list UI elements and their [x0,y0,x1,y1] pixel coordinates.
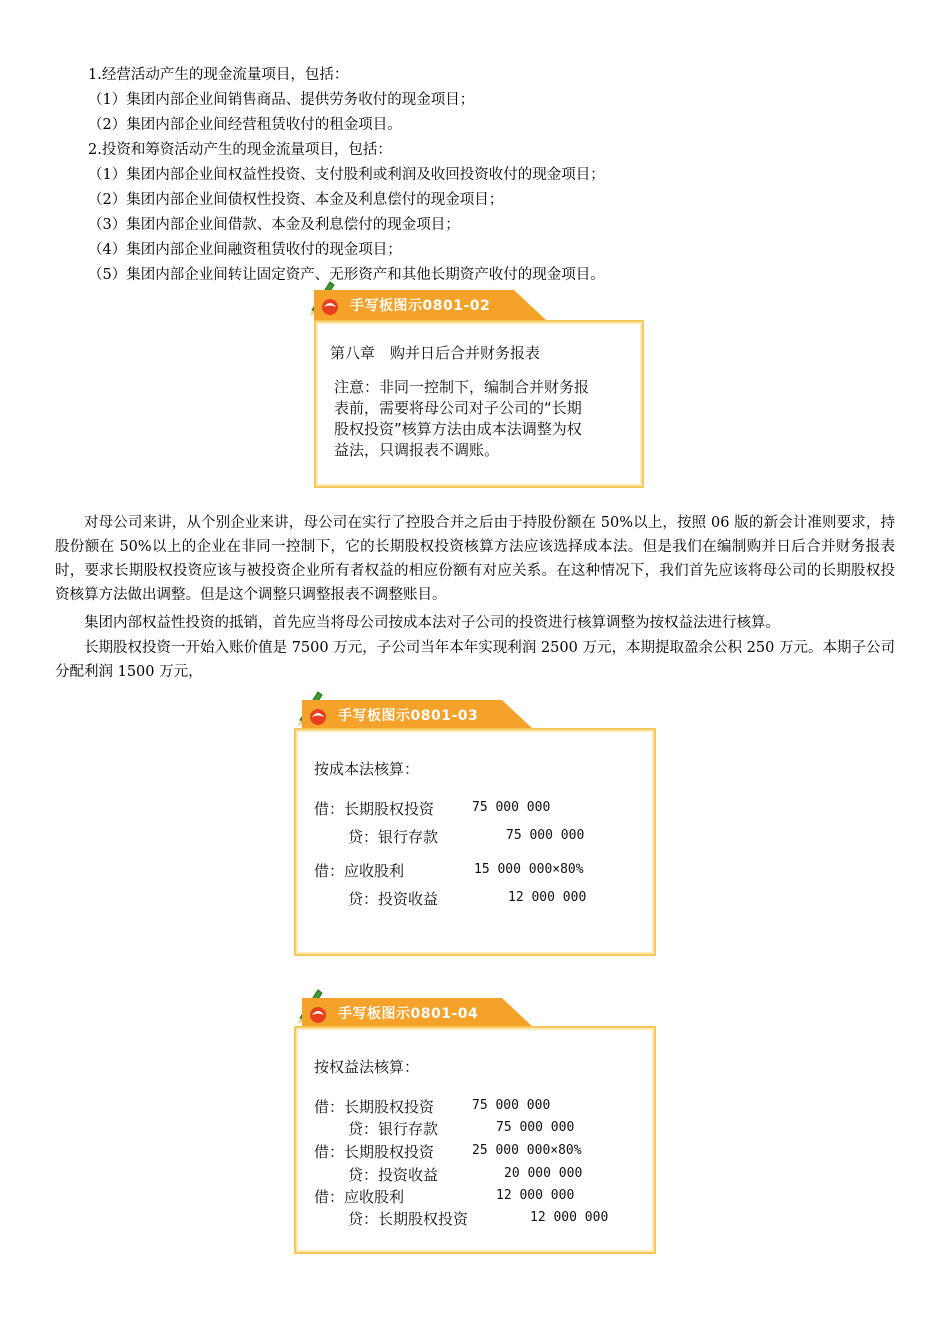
entry-label: 借：应收股利 [314,862,405,880]
entry-amount: 12 000 000 [530,1210,609,1225]
list-line-1: 1.经营活动产生的现金流量项目，包括： [88,67,349,83]
tab-title: 手写板图示0801-03 [338,708,479,724]
list-line-8: （4）集团内部企业间融资租赁收付的现金项目； [88,242,402,258]
note-line-1: 注意：非同一控制下，编制合并财务报 [334,378,590,396]
entry-label: 借：长期股权投资 [314,1098,435,1116]
chapter-title: 第八章 购并日后合并财务报表 [330,344,541,362]
entry-label: 贷：银行存款 [348,1120,439,1138]
note-line-3: 股权投资”核算方法由成本法调整为权 [334,420,582,438]
board-panel [294,728,656,956]
method-title: 按权益法核算： [314,1058,420,1076]
paragraph-3: 长期股权投资一开始入账价值是 7500 万元，子公司当年本年实现利润 2500 万元，本期提取盈余公积 250 万元。本期子公司分配利润 1500 万元， [55,640,895,680]
entry-amount: 15 000 000×80% [474,862,584,877]
board-panel [294,1026,656,1254]
note-line-2: 表前，需要将母公司对子公司的“长期 [334,399,582,417]
entry-amount: 25 000 000×80% [472,1143,582,1158]
list-line-4: 2.投资和筹资活动产生的现金流量项目，包括： [88,142,392,158]
paragraph-1: 对母公司来讲，从个别企业来讲，母公司在实行了控股合并之后由于持股份额在 50%以上，按照 06 版的新会计准则要求，持股份额在 50%以上的企业在非同一控制下，它的长期股权投资核算方法应该选择成本法。但是我们在编制购并日后合并财务报表时，要求长期股权投资应该与被投资企业所有者权益的相应份额有对应关系。在这种情况下，我们首先应该将母公司的长期股权投资核算方法做出调整。但是这个调整只调整报表不调整账目。 [55,515,895,603]
entry-label: 贷：投资收益 [348,1166,439,1184]
entry-amount: 75 000 000 [496,1120,575,1135]
tab-title: 手写板图示0801-02 [350,298,491,314]
entry-label: 借：长期股权投资 [314,1143,435,1161]
method-title: 按成本法核算： [314,760,420,778]
entry-label: 贷：投资收益 [348,890,439,908]
entry-amount: 75 000 000 [506,828,585,843]
list-line-9: （5）集团内部企业间转让固定资产、无形资产和其他长期资产收付的现金项目。 [88,267,605,283]
list-line-6: （2）集团内部企业间债权性投资、本金及利息偿付的现金项目； [88,192,504,208]
entry-amount: 20 000 000 [504,1166,583,1181]
entry-label: 借：应收股利 [314,1188,405,1206]
note-line-4: 益法，只调报表不调账。 [334,441,500,459]
entry-amount: 12 000 000 [496,1188,575,1203]
list-line-3: （2）集团内部企业间经营租赁收付的租金项目。 [88,117,402,133]
handwriting-board-0801-02 [306,290,646,488]
entry-amount: 75 000 000 [472,800,551,815]
tab-title: 手写板图示0801-04 [338,1006,479,1022]
entry-label: 贷：银行存款 [348,828,439,846]
handwriting-board-0801-04 [294,998,658,1256]
entry-amount: 75 000 000 [472,1098,551,1113]
paragraph-2: 集团内部权益性投资的抵销，首先应当将母公司按成本法对子公司的投资进行核算调整为按权益法进行核算。 [84,615,780,631]
board-panel [314,320,644,488]
list-line-2: （1）集团内部企业间销售商品、提供劳务收付的现金项目； [88,92,475,108]
list-line-7: （3）集团内部企业间借款、本金及利息偿付的现金项目； [88,217,460,233]
entry-label: 贷：长期股权投资 [348,1210,469,1228]
entry-label: 借：长期股权投资 [314,800,435,818]
handwriting-board-0801-03 [294,700,658,958]
entry-amount: 12 000 000 [508,890,587,905]
list-line-5: （1）集团内部企业间权益性投资、支付股利或利润及收回投资收付的现金项目； [88,167,605,183]
